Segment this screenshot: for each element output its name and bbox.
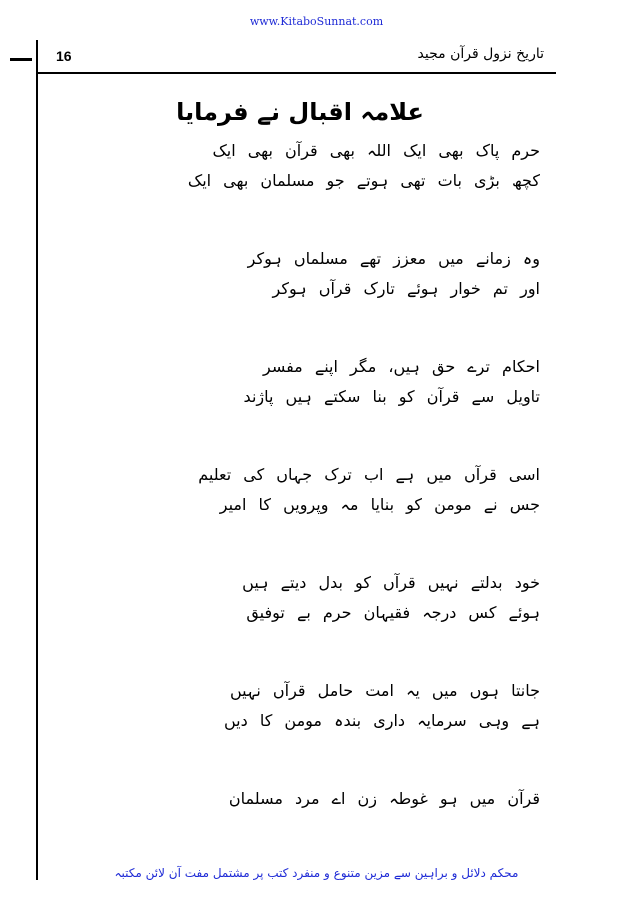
header-rule xyxy=(38,72,556,74)
verse-line: خود بدلتے نہیں قرآں کو بدل دیتے ہیں xyxy=(242,573,540,592)
verse-line: ہوئے کس درجہ فقیہان حرم بے توفیق xyxy=(246,603,540,622)
stanza xyxy=(100,682,540,742)
stanza xyxy=(100,790,540,820)
verse-line: اسی قرآں میں ہے اب ترک جہاں کی تعلیم xyxy=(198,465,540,484)
verse-line: تاویل سے قرآن کو بنا سکتے ہیں پاژند xyxy=(243,387,540,406)
stanza xyxy=(100,142,540,202)
margin-rule xyxy=(36,40,38,880)
verse-line: قرآن میں ہو غوطہ زن اے مرد مسلمان xyxy=(228,789,540,808)
page-number: 16 xyxy=(56,48,72,64)
page-header xyxy=(56,46,544,70)
verse-line: حرم پاک بھی ایک اللہ بھی قرآن بھی ایک xyxy=(212,141,540,160)
verse-line: اور تم خوار ہوئے تارک قرآں ہوکر xyxy=(272,279,540,298)
poem xyxy=(100,142,540,868)
stanza xyxy=(100,574,540,634)
section-heading: علامہ اقبال نے فرمایا xyxy=(176,98,424,126)
running-title: تاریخ نزول قرآن مجید xyxy=(417,46,544,62)
site-url: www.KitaboSunnat.com xyxy=(249,15,384,28)
verse-line: کچھ بڑی بات تھی ہوتے جو مسلمان بھی ایک xyxy=(187,171,540,190)
verse-line: ہے وہی سرمایہ داری بندہ مومن کا دیں xyxy=(223,711,540,730)
verse-line: احکام ترے حق ہیں، مگر اپنے مفسر xyxy=(262,357,540,376)
stanza xyxy=(100,358,540,418)
stanza xyxy=(100,250,540,310)
verse-line: جس نے مومن کو بنایا مہ وپرویں کا امیر xyxy=(219,495,540,514)
stanza xyxy=(100,466,540,526)
verse-line: جانتا ہوں میں یہ امت حامل قرآں نہیں xyxy=(229,681,540,700)
margin-tick xyxy=(10,58,32,61)
footer-text: محکم دلائل و براہین سے مزین متنوع و منفرد کتب پر مشتمل مفت آن لائن مکتبہ xyxy=(114,866,519,880)
verse-line: وہ زمانے میں معزز تھے مسلماں ہوکر xyxy=(247,249,540,268)
